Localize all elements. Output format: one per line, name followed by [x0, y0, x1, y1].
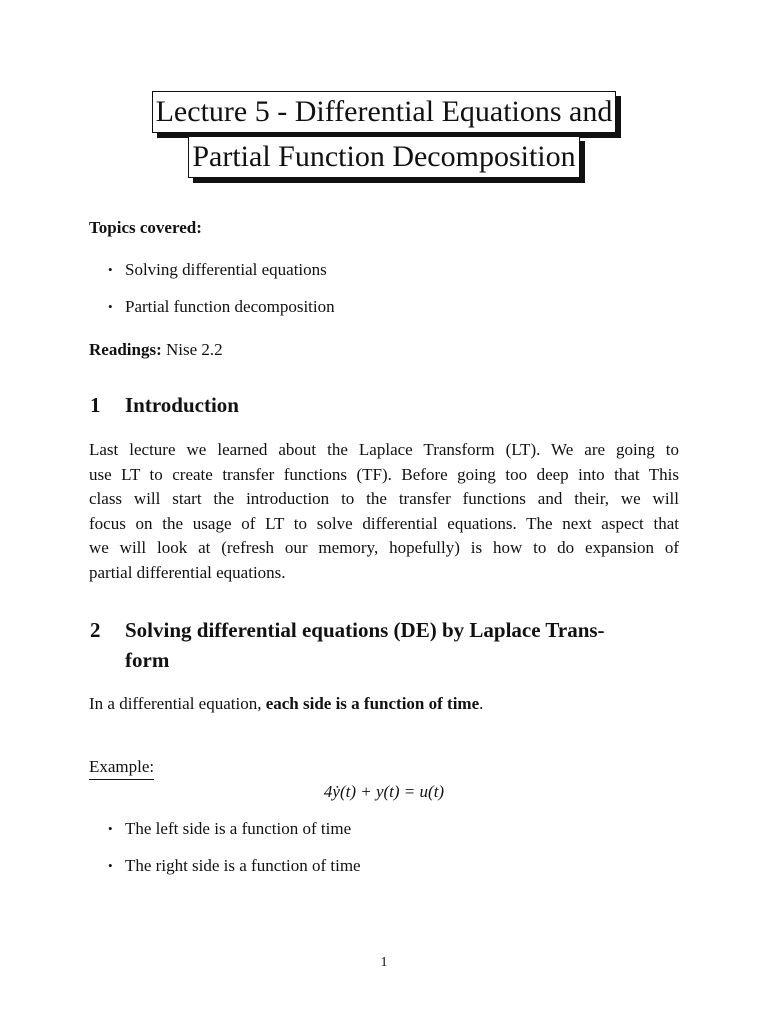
section-1-title: Introduction — [125, 393, 239, 417]
intro-prefix: In a differential equation, — [89, 694, 266, 713]
topic-item-label: Partial function decomposition — [125, 297, 335, 316]
topic-item-label: Solving differential equations — [125, 260, 327, 279]
paragraph-line: use LT to create transfer functions (TF). Before going too deep into that This — [89, 464, 679, 484]
section-2-intro — [89, 692, 483, 717]
paragraph-line: focus on the usage of LT to solve differential equations. The next aspect that — [89, 513, 679, 533]
paragraph-line: class will start the introduction to the transfer functions and their, we will — [89, 489, 679, 509]
section-1-heading — [90, 390, 680, 420]
paragraph-line: Last lecture we learned about the Laplace Transform (LT). We are going to — [89, 440, 679, 459]
readings-label: Readings: — [89, 340, 162, 359]
section-1-paragraph — [89, 438, 679, 586]
intro-bold: each side is a function of time — [265, 694, 480, 713]
equation: 4ẏ(t) + y(t) = u(t) — [323, 782, 445, 801]
bullet-icon: • — [108, 299, 113, 314]
title-line-2: Partial Function Decomposition — [188, 136, 579, 178]
topic-item — [108, 296, 335, 318]
title-line-1-wrapper — [0, 91, 768, 133]
section-2-title-line-1: Solving differential equations (DE) by Laplace Trans- — [125, 618, 605, 642]
bullet-icon: • — [108, 262, 113, 277]
paragraph-line: partial differential equations. — [89, 562, 286, 582]
section-2-heading — [90, 615, 680, 675]
example-bullet-label: The left side is a function of time — [125, 819, 352, 838]
bullet-icon: • — [108, 821, 113, 836]
example-label: Example: — [89, 756, 154, 780]
title-line-2-wrapper — [0, 136, 768, 178]
example-bullet — [108, 818, 351, 840]
title-line-1: Lecture 5 - Differential Equations and — [152, 91, 617, 133]
section-2-title-line-2: form — [125, 648, 170, 672]
bullet-icon: • — [108, 858, 113, 873]
readings-value: Nise 2.2 — [165, 340, 223, 359]
example-bullet-label: The right side is a function of time — [125, 856, 361, 875]
section-2-number: 2 — [90, 618, 101, 642]
topics-heading: Topics covered: — [89, 218, 202, 237]
topic-item — [108, 259, 327, 281]
paragraph-line: we will look at (refresh our memory, hopefully) is how to do expansion of — [89, 538, 679, 558]
example-bullet — [108, 855, 361, 877]
section-1-number: 1 — [90, 393, 101, 417]
intro-suffix: . — [479, 694, 484, 713]
page-number: 1 — [380, 955, 388, 970]
readings-line — [89, 338, 223, 363]
